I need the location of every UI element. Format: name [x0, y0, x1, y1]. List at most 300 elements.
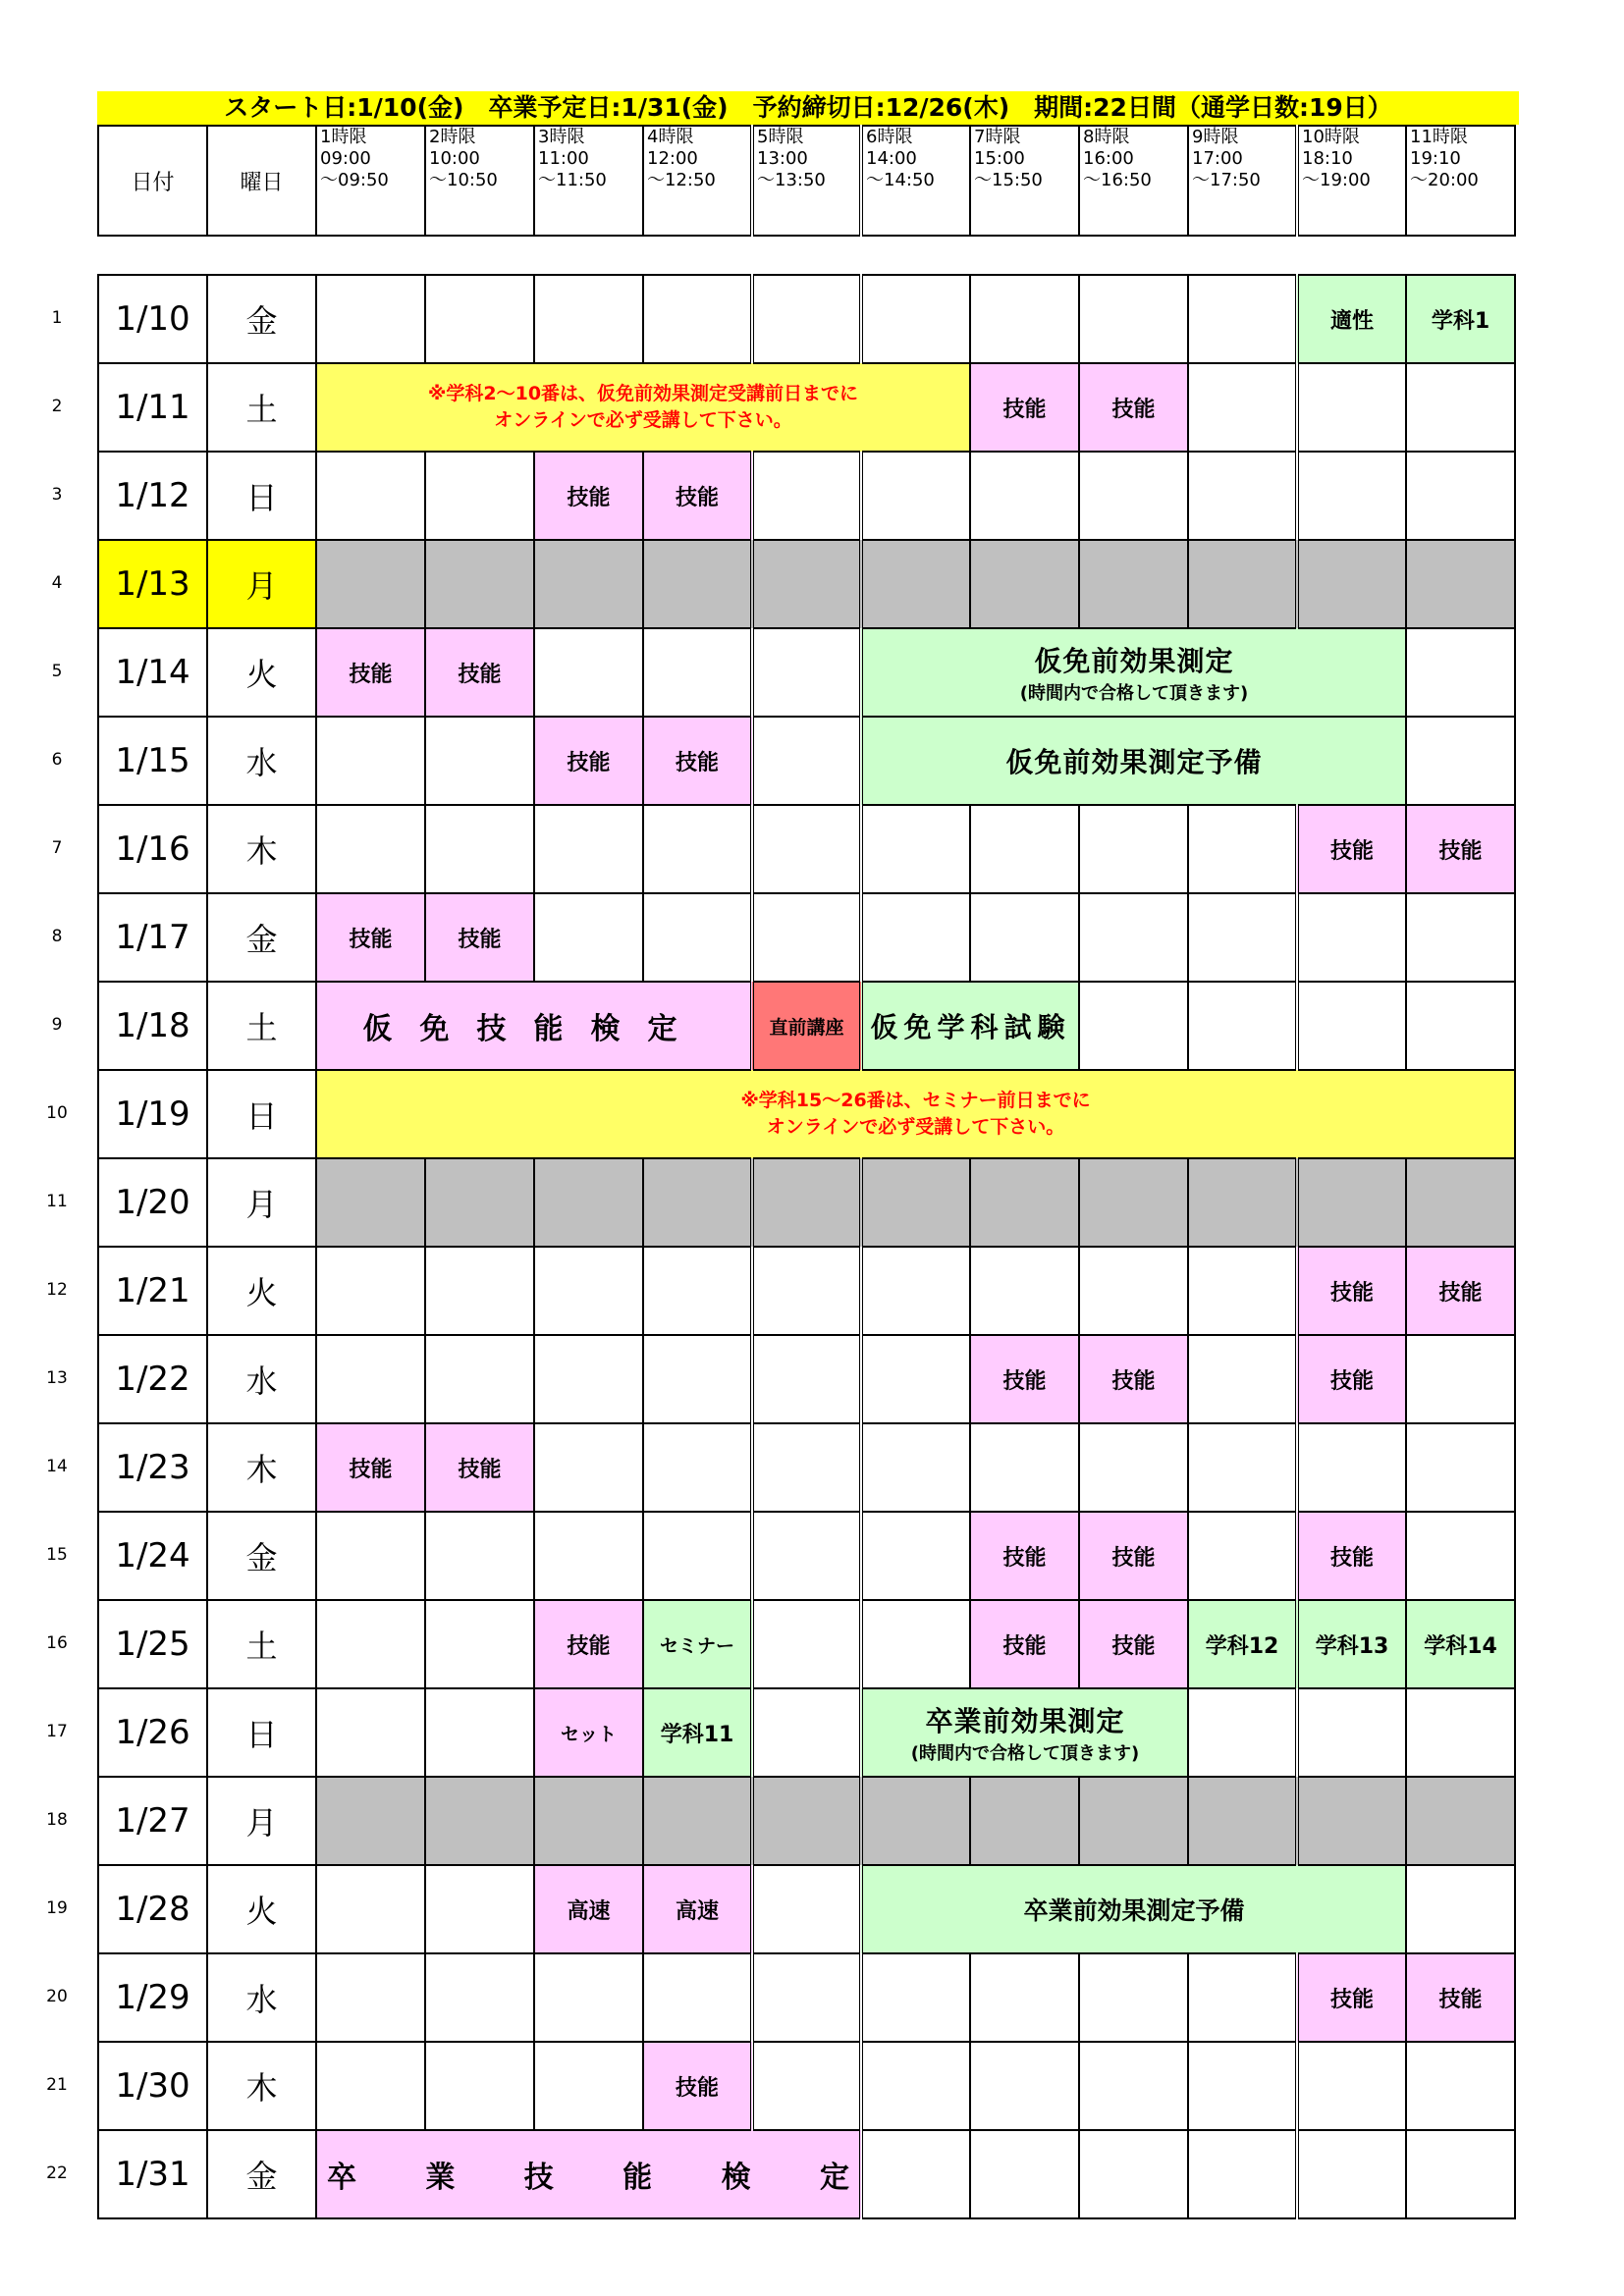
- dow-cell: 土: [207, 982, 316, 1070]
- slot-cell: [1406, 1423, 1515, 1512]
- dow-cell: 金: [207, 1512, 316, 1600]
- closed-slot: [534, 540, 643, 628]
- slot-cell: [1297, 363, 1406, 452]
- closed-slot: [425, 1158, 534, 1247]
- slot-cell: [970, 805, 1079, 893]
- slot-cell: [970, 893, 1079, 982]
- slot-cell: [752, 1423, 861, 1512]
- dow-cell: 日: [207, 1070, 316, 1158]
- slot-cell: [425, 1335, 534, 1423]
- date-cell: 1/28: [98, 1865, 207, 1953]
- table-row: [98, 1688, 1515, 1777]
- slot-cell: [970, 2042, 1079, 2130]
- karimen-gakka-shiken-block[interactable]: 仮免学科試験: [861, 982, 1079, 1070]
- kousoku-slot[interactable]: 高速: [534, 1865, 643, 1953]
- table-row: [98, 717, 1515, 805]
- slot-cell: [1297, 893, 1406, 982]
- period-1-header: 1時限 09:00 ～09:50: [316, 126, 425, 236]
- table-row: [98, 1335, 1515, 1423]
- row-number: 16: [46, 1633, 68, 1653]
- closed-slot: [643, 540, 752, 628]
- row-number: 10: [46, 1103, 68, 1123]
- slot-cell: [425, 1865, 534, 1953]
- slot-cell: [1406, 363, 1515, 452]
- gakka-slot[interactable]: 学科1: [1406, 275, 1515, 363]
- slot-cell: [1079, 2130, 1188, 2218]
- slot-cell: [1188, 2042, 1297, 2130]
- dow-cell: 月: [207, 540, 316, 628]
- dow-cell: 火: [207, 628, 316, 717]
- closed-slot: [752, 1158, 861, 1247]
- ginou-slot[interactable]: 技能: [1079, 363, 1188, 452]
- slot-cell: [1188, 452, 1297, 540]
- slot-cell: [534, 275, 643, 363]
- closed-slot: [1406, 1158, 1515, 1247]
- slot-cell: [316, 1688, 425, 1777]
- row-number: 7: [51, 838, 63, 858]
- slot-cell: [316, 1512, 425, 1600]
- slot-cell: [534, 628, 643, 717]
- closed-slot: [1297, 540, 1406, 628]
- period-2-header: 2時限 10:00 ～10:50: [425, 126, 534, 236]
- slot-cell: [752, 452, 861, 540]
- slot-cell: [1406, 982, 1515, 1070]
- dow-cell: 月: [207, 1777, 316, 1865]
- ginou-slot[interactable]: 技能: [425, 1423, 534, 1512]
- slot-cell: [1406, 452, 1515, 540]
- date-cell: 1/19: [98, 1070, 207, 1158]
- slot-cell: [970, 1247, 1079, 1335]
- row-number: 2: [51, 397, 63, 416]
- ginou-slot[interactable]: 技能: [1297, 1247, 1406, 1335]
- slot-cell: [1406, 1335, 1515, 1423]
- ginou-slot[interactable]: 技能: [1297, 1512, 1406, 1600]
- dow-column-header: 曜日: [207, 126, 316, 236]
- closed-slot: [1188, 1158, 1297, 1247]
- slot-cell: [970, 2130, 1079, 2218]
- slot-cell: [1188, 363, 1297, 452]
- row-number: 21: [46, 2075, 68, 2095]
- slot-cell: [316, 275, 425, 363]
- closed-slot: [970, 1158, 1079, 1247]
- ginou-slot[interactable]: 技能: [643, 2042, 752, 2130]
- slot-cell: [752, 805, 861, 893]
- table-row: [98, 1070, 1515, 1158]
- slot-cell: [1188, 275, 1297, 363]
- slot-cell: [643, 893, 752, 982]
- closed-slot: [861, 540, 970, 628]
- date-cell: 1/31: [98, 2130, 207, 2218]
- ginou-slot[interactable]: 技能: [316, 1423, 425, 1512]
- slot-cell: [425, 805, 534, 893]
- period-9-header: 9時限 17:00 ～17:50: [1188, 126, 1297, 236]
- graduate-char: 技: [523, 2161, 554, 2195]
- slot-cell: [1297, 2042, 1406, 2130]
- closed-slot: [752, 540, 861, 628]
- slot-cell: [643, 1247, 752, 1335]
- slot-cell: [752, 717, 861, 805]
- slot-cell: [643, 275, 752, 363]
- ginou-slot[interactable]: 技能: [1079, 1600, 1188, 1688]
- ginou-slot[interactable]: 技能: [970, 1600, 1079, 1688]
- closed-slot: [970, 1777, 1079, 1865]
- slot-cell: [861, 805, 970, 893]
- row-number: 3: [51, 485, 63, 505]
- slot-cell: [1406, 717, 1515, 805]
- period-7-header: 7時限 15:00 ～15:50: [970, 126, 1079, 236]
- slot-cell: [861, 1335, 970, 1423]
- slot-cell: [425, 1512, 534, 1600]
- period-6-header: 6時限 14:00 ～14:50: [861, 126, 970, 236]
- ginou-slot[interactable]: 技能: [1297, 1953, 1406, 2042]
- slot-cell: [425, 1600, 534, 1688]
- closed-slot: [1079, 540, 1188, 628]
- closed-slot: [1079, 1777, 1188, 1865]
- dow-cell: 月: [207, 1158, 316, 1247]
- sotsugyou-sokutei-block[interactable]: 卒業前効果測定 (時間内で合格して頂きます): [861, 1688, 1188, 1777]
- slot-cell: [1188, 1423, 1297, 1512]
- date-cell: 1/25: [98, 1600, 207, 1688]
- slot-cell: [1188, 2130, 1297, 2218]
- date-cell: 1/18: [98, 982, 207, 1070]
- sotsugyou-sokutei-yobi-block[interactable]: 卒業前効果測定予備: [861, 1865, 1406, 1953]
- slot-cell: [861, 1600, 970, 1688]
- closed-slot: [1079, 1158, 1188, 1247]
- row-number: 6: [51, 750, 63, 770]
- row-number: 5: [51, 662, 63, 681]
- ginou-slot[interactable]: 技能: [534, 452, 643, 540]
- slot-cell: [1297, 982, 1406, 1070]
- ginou-slot[interactable]: 技能: [970, 363, 1079, 452]
- closed-slot: [1297, 1158, 1406, 1247]
- slot-cell: [1297, 2130, 1406, 2218]
- slot-cell: [1188, 893, 1297, 982]
- row-number: 20: [46, 1987, 68, 2006]
- slot-cell: [425, 452, 534, 540]
- ginou-slot[interactable]: 技能: [643, 717, 752, 805]
- slot-cell: [425, 275, 534, 363]
- date-cell: 1/16: [98, 805, 207, 893]
- table-row: [98, 1777, 1515, 1865]
- dow-cell: 日: [207, 1688, 316, 1777]
- slot-cell: [425, 2042, 534, 2130]
- slot-cell: [316, 1865, 425, 1953]
- dow-cell: 木: [207, 2042, 316, 2130]
- row-number: 11: [46, 1192, 68, 1211]
- ginou-slot[interactable]: 技能: [1297, 1335, 1406, 1423]
- dow-cell: 金: [207, 893, 316, 982]
- dow-cell: 木: [207, 1423, 316, 1512]
- slot-cell: [752, 275, 861, 363]
- period-3-header: 3時限 11:00 ～11:50: [534, 126, 643, 236]
- ginou-slot[interactable]: 技能: [970, 1512, 1079, 1600]
- graduate-char: 定: [819, 2161, 849, 2195]
- slot-cell: [316, 2042, 425, 2130]
- gakka-slot[interactable]: 学科11: [643, 1688, 752, 1777]
- table-row: [98, 1953, 1515, 2042]
- slot-cell: [1188, 805, 1297, 893]
- date-cell: 1/21: [98, 1247, 207, 1335]
- slot-cell: [643, 805, 752, 893]
- date-cell: 1/12: [98, 452, 207, 540]
- date-cell: 1/26: [98, 1688, 207, 1777]
- closed-slot: [643, 1158, 752, 1247]
- row-number: 19: [46, 1898, 68, 1918]
- row-number: 13: [46, 1368, 68, 1388]
- slot-cell: [1406, 1512, 1515, 1600]
- slot-cell: [861, 1953, 970, 2042]
- slot-cell: [1406, 628, 1515, 717]
- date-cell: 1/23: [98, 1423, 207, 1512]
- slot-cell: [861, 893, 970, 982]
- closed-slot: [316, 1777, 425, 1865]
- slot-cell: [861, 2042, 970, 2130]
- slot-cell: [1406, 2130, 1515, 2218]
- slot-cell: [1406, 1865, 1515, 1953]
- slot-cell: [643, 628, 752, 717]
- ginou-slot[interactable]: 技能: [1079, 1335, 1188, 1423]
- closed-slot: [1297, 1777, 1406, 1865]
- dow-cell: 水: [207, 1335, 316, 1423]
- slot-cell: [861, 275, 970, 363]
- row-number: 8: [51, 927, 63, 946]
- slot-cell: [861, 1247, 970, 1335]
- gakka-slot[interactable]: 学科12: [1188, 1600, 1297, 1688]
- slot-cell: [752, 1247, 861, 1335]
- slot-cell: [1079, 2042, 1188, 2130]
- row-number: 14: [46, 1457, 68, 1476]
- slot-cell: [1079, 452, 1188, 540]
- date-cell: 1/17: [98, 893, 207, 982]
- kousoku-slot[interactable]: 高速: [643, 1865, 752, 1953]
- slot-cell: [752, 1600, 861, 1688]
- table-row: [98, 2130, 1515, 2218]
- dow-cell: 水: [207, 717, 316, 805]
- slot-cell: [970, 1423, 1079, 1512]
- closed-slot: [425, 540, 534, 628]
- table-row: [98, 1600, 1515, 1688]
- ginou-slot[interactable]: 技能: [534, 1600, 643, 1688]
- ginou-slot[interactable]: 技能: [316, 628, 425, 717]
- ginou-slot[interactable]: 技能: [534, 717, 643, 805]
- row-number-column: [39, 274, 75, 2217]
- date-cell: 1/14: [98, 628, 207, 717]
- slot-cell: [316, 805, 425, 893]
- slot-cell: [1188, 1247, 1297, 1335]
- slot-cell: [1297, 452, 1406, 540]
- slot-cell: [970, 1953, 1079, 2042]
- date-cell: 1/15: [98, 717, 207, 805]
- slot-cell: [643, 1512, 752, 1600]
- closed-slot: [534, 1158, 643, 1247]
- table-row: [98, 275, 1515, 363]
- ginou-slot[interactable]: 技能: [1079, 1512, 1188, 1600]
- closed-slot: [1406, 540, 1515, 628]
- slot-cell: [425, 1688, 534, 1777]
- date-column-header: 日付: [98, 126, 207, 236]
- closed-slot: [752, 1777, 861, 1865]
- slot-cell: [534, 1335, 643, 1423]
- closed-slot: [316, 1158, 425, 1247]
- slot-cell: [425, 1953, 534, 2042]
- ginou-slot[interactable]: 技能: [1406, 1953, 1515, 2042]
- slot-cell: [752, 1335, 861, 1423]
- closed-slot: [1188, 540, 1297, 628]
- date-cell: 1/30: [98, 2042, 207, 2130]
- online-notice-1: ※学科2～10番は、仮免前効果測定受講前日までに オンラインで必ず受講して下さい。: [316, 363, 970, 452]
- slot-cell: [316, 452, 425, 540]
- closed-slot: [970, 540, 1079, 628]
- karimen-ginou-kentei-block[interactable]: 仮免技能検定: [316, 982, 752, 1070]
- row-number: 22: [46, 2163, 68, 2183]
- slot-cell: [534, 1512, 643, 1600]
- slot-cell: [752, 1953, 861, 2042]
- seminar-slot[interactable]: セミナー: [643, 1600, 752, 1688]
- slot-cell: [1188, 1953, 1297, 2042]
- slot-cell: [861, 1512, 970, 1600]
- row-number: 9: [51, 1015, 63, 1035]
- dow-cell: 土: [207, 363, 316, 452]
- slot-cell: [1079, 982, 1188, 1070]
- slot-cell: [1297, 1423, 1406, 1512]
- slot-cell: [643, 1423, 752, 1512]
- table-row: [98, 1247, 1515, 1335]
- graduate-char: 業: [425, 2161, 456, 2195]
- slot-cell: [1406, 893, 1515, 982]
- slot-cell: [861, 452, 970, 540]
- gakka-slot[interactable]: 学科13: [1297, 1600, 1406, 1688]
- ginou-slot[interactable]: 技能: [425, 628, 534, 717]
- table-row: [98, 363, 1515, 452]
- dow-cell: 火: [207, 1865, 316, 1953]
- table-row: [98, 893, 1515, 982]
- slot-cell: [1297, 1688, 1406, 1777]
- period-4-header: 4時限 12:00 ～12:50: [643, 126, 752, 236]
- slot-cell: [1079, 893, 1188, 982]
- schedule-banner: スタート日:1/10(金) 卒業予定日:1/31(金) 予約締切日:12/26(木) 期間:22日間（通学日数:19日）: [97, 91, 1519, 125]
- karimen-sokutei-block[interactable]: 仮免前効果測定 (時間内で合格して頂きます): [861, 628, 1406, 717]
- slot-cell: [316, 1953, 425, 2042]
- slot-cell: [1079, 805, 1188, 893]
- dow-cell: 金: [207, 2130, 316, 2218]
- slot-cell: [752, 1688, 861, 1777]
- slot-cell: [752, 628, 861, 717]
- slot-cell: [752, 1512, 861, 1600]
- date-cell: 1/29: [98, 1953, 207, 2042]
- gakka-slot[interactable]: 学科14: [1406, 1600, 1515, 1688]
- table-row: [98, 1865, 1515, 1953]
- slot-cell: [752, 893, 861, 982]
- period-11-header: 11時限 19:10 ～20:00: [1406, 126, 1515, 236]
- closed-slot: [861, 1777, 970, 1865]
- slot-cell: [534, 1423, 643, 1512]
- graduate-char: 卒: [327, 2161, 356, 2195]
- ginou-slot[interactable]: 技能: [316, 893, 425, 982]
- dow-cell: 金: [207, 275, 316, 363]
- table-row: [98, 1512, 1515, 1600]
- slot-cell: [1188, 1688, 1297, 1777]
- schedule-table: [97, 274, 1516, 2219]
- slot-cell: [970, 452, 1079, 540]
- set-slot[interactable]: セット: [534, 1688, 643, 1777]
- closed-slot: [425, 1777, 534, 1865]
- slot-cell: [316, 1600, 425, 1688]
- row-number: 1: [51, 308, 63, 328]
- table-row: [98, 2042, 1515, 2130]
- table-row: [98, 805, 1515, 893]
- tekisei-slot[interactable]: 適性: [1297, 275, 1406, 363]
- table-row: [98, 982, 1515, 1070]
- karimen-sokutei-yobi-block[interactable]: 仮免前効果測定予備: [861, 717, 1406, 805]
- date-cell: 1/11: [98, 363, 207, 452]
- date-cell: 1/20: [98, 1158, 207, 1247]
- graduate-char: 検: [721, 2161, 751, 2195]
- dow-cell: 木: [207, 805, 316, 893]
- slot-cell: [1079, 1247, 1188, 1335]
- slot-cell: [534, 893, 643, 982]
- table-row: [98, 452, 1515, 540]
- closed-slot: [534, 1777, 643, 1865]
- slot-cell: [316, 1247, 425, 1335]
- slot-cell: [1079, 1423, 1188, 1512]
- period-5-header: 5時限 13:00 ～13:50: [752, 126, 861, 236]
- table-row: [98, 1158, 1515, 1247]
- slot-cell: [425, 1247, 534, 1335]
- slot-cell: [861, 1423, 970, 1512]
- ginou-slot[interactable]: 技能: [425, 893, 534, 982]
- slot-cell: [1079, 275, 1188, 363]
- row-number: 15: [46, 1545, 68, 1565]
- slot-cell: [534, 1247, 643, 1335]
- slot-cell: [1188, 982, 1297, 1070]
- closed-slot: [1188, 1777, 1297, 1865]
- slot-cell: [1188, 1335, 1297, 1423]
- slot-cell: [643, 1953, 752, 2042]
- closed-slot: [1406, 1777, 1515, 1865]
- dow-cell: 土: [207, 1600, 316, 1688]
- graduate-char: 能: [623, 2161, 653, 2195]
- table-row: [98, 1423, 1515, 1512]
- slot-cell: [534, 2042, 643, 2130]
- row-number: 18: [46, 1810, 68, 1830]
- slot-cell: [1079, 1953, 1188, 2042]
- period-header-table: [97, 125, 1516, 237]
- slot-cell: [1406, 1688, 1515, 1777]
- ginou-slot[interactable]: 技能: [643, 452, 752, 540]
- slot-cell: [1188, 1512, 1297, 1600]
- slot-cell: [861, 2130, 970, 2218]
- slot-cell: [534, 805, 643, 893]
- sotsugyou-ginou-kentei-block[interactable]: [316, 2130, 861, 2218]
- row-number: 4: [51, 573, 63, 593]
- slot-cell: [752, 2042, 861, 2130]
- ginou-slot[interactable]: 技能: [1297, 805, 1406, 893]
- chokuzen-kouza-slot[interactable]: 直前講座: [752, 982, 861, 1070]
- ginou-slot[interactable]: 技能: [1406, 1247, 1515, 1335]
- slot-cell: [316, 1335, 425, 1423]
- row-number: 12: [46, 1280, 68, 1300]
- table-row: [98, 540, 1515, 628]
- ginou-slot[interactable]: 技能: [970, 1335, 1079, 1423]
- date-cell: 1/22: [98, 1335, 207, 1423]
- table-row: [98, 628, 1515, 717]
- closed-slot: [643, 1777, 752, 1865]
- date-cell: 1/13: [98, 540, 207, 628]
- row-number: 17: [46, 1722, 68, 1741]
- ginou-slot[interactable]: 技能: [1406, 805, 1515, 893]
- date-cell: 1/27: [98, 1777, 207, 1865]
- slot-cell: [752, 1865, 861, 1953]
